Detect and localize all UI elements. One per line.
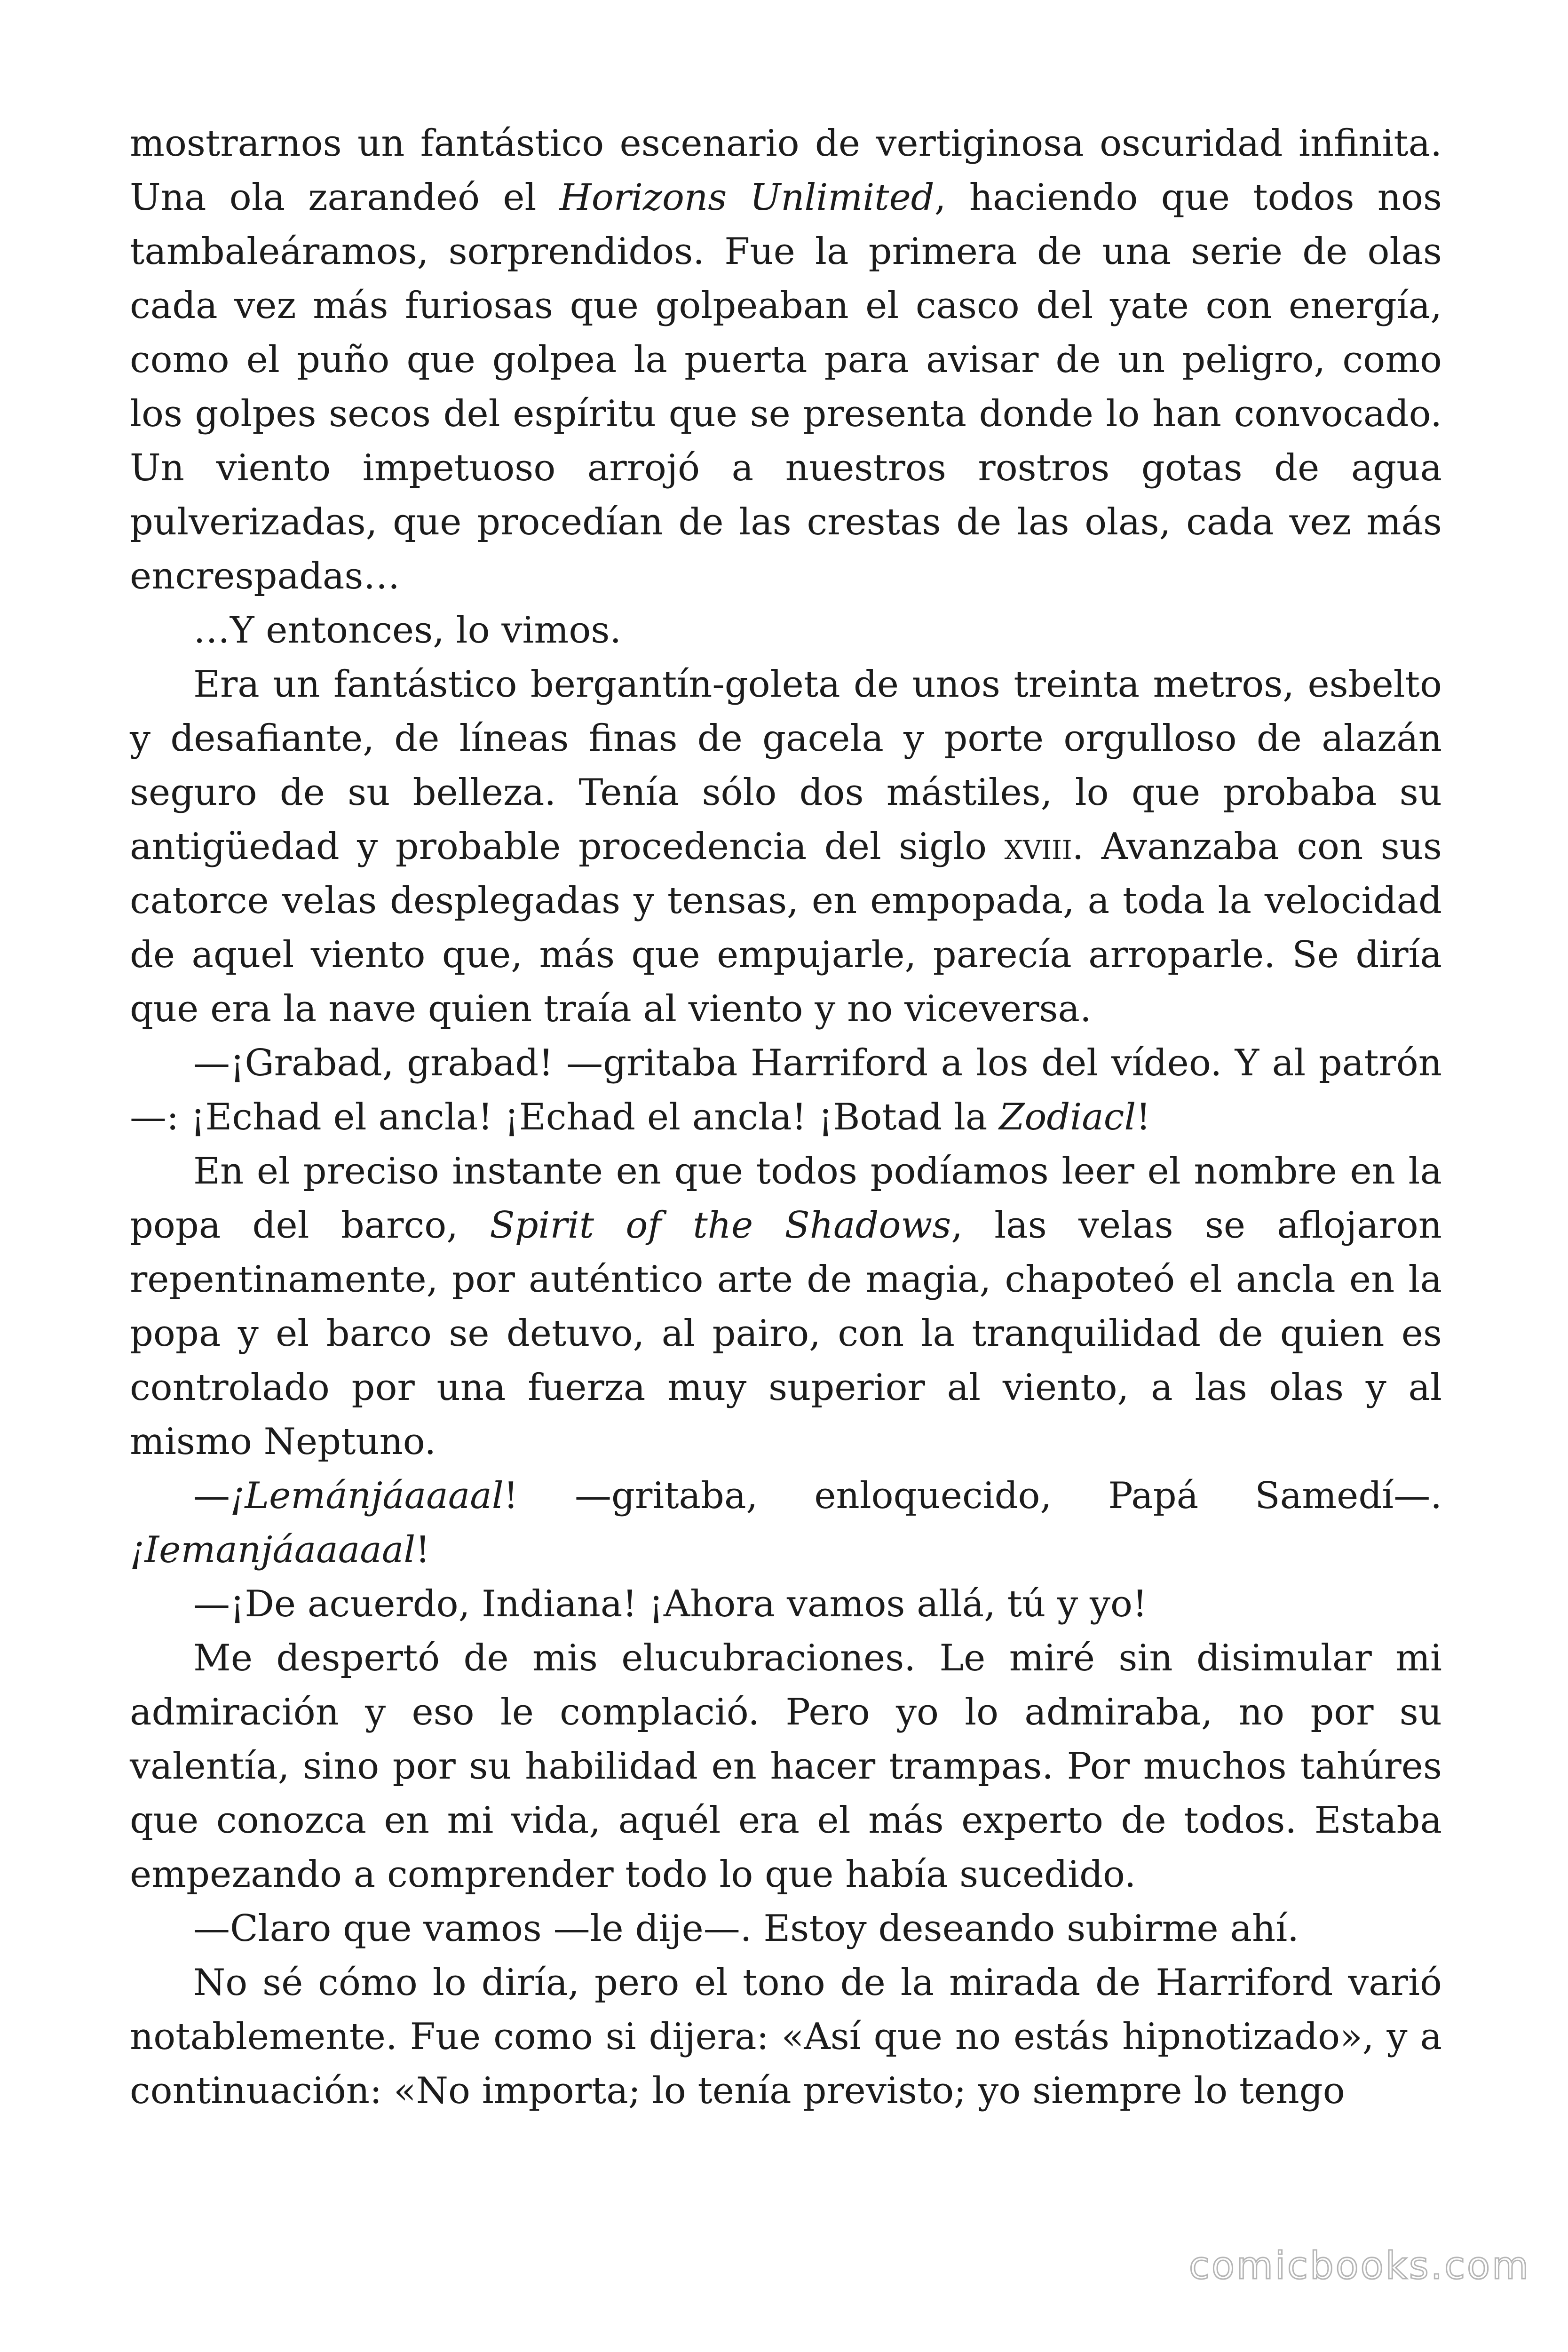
- italic-text: Spirit of the Shadows: [490, 1204, 951, 1247]
- paragraph-8: Me despertó de mis elucubraciones. Le miré sin disimular mi admiración y eso le complació. Pero yo lo admiraba, no por su valentía, sino por su habilidad en hacer trampas. Por muchos tahúres que conozca en mi vida, aquél era el más experto de todos. Estaba empezando a comprender todo lo que había sucedido.: [130, 1637, 1442, 1896]
- italic-text: Horizons Unlimited: [559, 176, 934, 219]
- paragraph-9: —Claro que vamos —le dije—. Estoy deseando subirme ahí.: [193, 1907, 1299, 1950]
- italic-text: ¡Lemánjáaaaal: [230, 1475, 504, 1517]
- paragraph-7: —¡De acuerdo, Indiana! ¡Ahora vamos allá, tú y yo!: [193, 1583, 1148, 1625]
- paragraph-6: —¡Lemánjáaaaal! —gritaba, enloquecido, Papá Samedí—. ¡Iemanjáaaaaal!: [130, 1475, 1442, 1571]
- paragraph-2: …Y entonces, lo vimos.: [193, 609, 622, 652]
- italic-text: Zodiacl: [999, 1096, 1136, 1138]
- paragraph-10: No sé cómo lo diría, pero el tono de la mirada de Harriford varió notablemente. Fue como si dijera: «Así que no estás hipnotizado», y a continuación: «No importa; lo tenía previsto; yo siempre lo tengo: [130, 1962, 1442, 2112]
- paragraph-3: Era un fantástico bergantín-goleta de unos treinta metros, esbelto y desafiante, de líneas finas de gacela y porte orgulloso de alazán seguro de su belleza. Tenía sólo dos mástiles, lo que probaba su antigüedad y probable procedencia del siglo xviii. Avanzaba con sus catorce velas desplegadas y tensas, en empopada, a toda la velocidad de aquel viento que, más que empujarle, parecía arroparle. Se diría que era la nave quien traía al viento y no viceversa.: [130, 663, 1442, 1030]
- paragraph-1: mostrarnos un fantástico escenario de vertiginosa oscuridad infinita. Una ola zarandeó el Horizons Unlimited, haciendo que todos nos tambaleáramos, sorprendidos. Fue la primera de una serie de olas cada vez más furiosas que golpeaban el casco del yate con energía, como el puño que golpea la puerta para avisar de un peligro, como los golpes secos del espíritu que se presenta donde lo han convocado. Un viento impetuoso arrojó a nuestros rostros gotas de agua pulverizadas, que procedían de las crestas de las olas, cada vez más encrespadas…: [130, 122, 1442, 597]
- paragraph-5: En el preciso instante en que todos podíamos leer el nombre en la popa del barco, Spirit of the Shadows, las velas se aflojaron repentinamente, por auténtico arte de magia, chapoteó el ancla en la popa y el barco se detuvo, al pairo, con la tranquilidad de quien es controlado por una fuerza muy superior al viento, a las olas y al mismo Neptuno.: [130, 1150, 1442, 1463]
- small-caps-text: xviii: [1004, 826, 1072, 868]
- paragraph-4: —¡Grabad, grabad! —gritaba Harriford a los del vídeo. Y al patrón—: ¡Echad el ancla! ¡Echad el ancla! ¡Botad la Zodiacl!: [130, 1042, 1442, 1138]
- italic-text: ¡Iemanjáaaaaal: [130, 1529, 416, 1571]
- page-body: [130, 117, 1442, 2118]
- watermark: comicbooks.com: [1188, 2244, 1530, 2288]
